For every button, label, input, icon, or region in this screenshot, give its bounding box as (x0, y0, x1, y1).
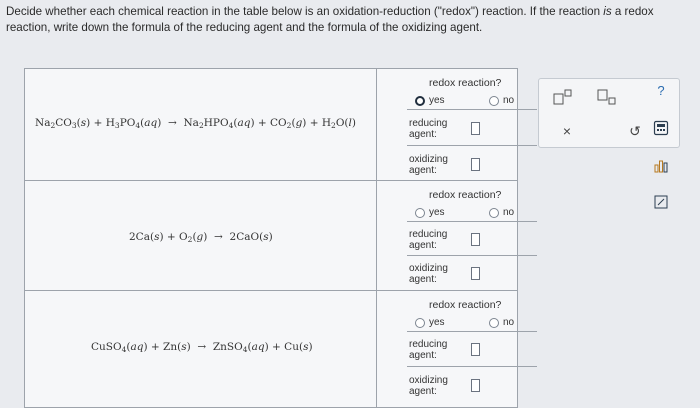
close-icon: × (562, 123, 572, 139)
radio-yes-label: yes (429, 95, 445, 106)
oxidizing-agent-input[interactable] (471, 158, 480, 171)
radio-yes-selected-icon[interactable] (415, 96, 425, 106)
divider (407, 366, 537, 367)
redox-question-label: redox reaction? (429, 77, 502, 89)
clear-button[interactable] (557, 121, 577, 141)
calculator-icon (653, 120, 669, 136)
reducing-agent-label: reducing agent: (409, 118, 448, 140)
instructions-italic: is (603, 5, 612, 18)
answer-cell (377, 181, 517, 290)
reducing-agent-label: reducing agent: (409, 339, 448, 361)
right-sidebar (648, 80, 674, 220)
radio-no-label: no (503, 95, 515, 106)
reducing-agent-input[interactable] (471, 343, 480, 356)
radio-yes[interactable] (415, 207, 445, 218)
oxidizing-agent-label: oxidizing agent: (409, 375, 448, 397)
radio-yes-label: yes (429, 207, 445, 218)
divider (407, 331, 537, 332)
reaction-equation: $Na_2CO_3(s) + H_3PO_4(aq) \to Na_2HPO_4(aq) + CO_2(g) + H_2O(l)$ (35, 117, 356, 130)
bar-chart-icon (653, 158, 669, 174)
radio-no-label: no (503, 207, 515, 218)
periodic-table-icon (653, 194, 669, 210)
instructions-text-2: a redox reaction, write down the formula of the reducing agent and the formula of the oxidizing agent. (6, 5, 654, 34)
equation-cell (25, 181, 377, 290)
divider (407, 145, 537, 146)
divider (407, 255, 537, 256)
help-button[interactable] (650, 80, 672, 100)
reaction-equation: CuSO$_4$(aq) + Zn(s) → ZnSO$_4$(aq) + Cu(s) (91, 341, 313, 354)
radio-no[interactable] (489, 207, 514, 218)
oxidizing-agent-label: oxidizing agent: (409, 154, 448, 176)
reaction-equation: $2Ca(s) + O_2(g) \to 2CaO(s)$ (129, 231, 273, 244)
equation-cell (25, 291, 377, 407)
reducing-agent-input[interactable] (471, 233, 480, 246)
oxidizing-agent-label: oxidizing agent: (409, 263, 448, 285)
data-button[interactable] (650, 118, 672, 138)
radio-yes-icon[interactable] (415, 208, 425, 218)
answer-cell (377, 291, 517, 407)
table-row (25, 69, 517, 181)
redox-question-label: redox reaction? (429, 189, 502, 201)
radio-yes-label: yes (429, 317, 445, 328)
radio-no-icon[interactable] (489, 208, 499, 218)
superscript-box-icon (552, 89, 574, 105)
radio-no[interactable] (489, 95, 514, 106)
table-row (25, 291, 517, 407)
table-row (25, 181, 517, 291)
radio-no-icon[interactable] (489, 96, 499, 106)
reducing-agent-label: reducing agent: (409, 229, 448, 251)
oxidizing-agent-input[interactable] (471, 267, 480, 280)
radio-no[interactable] (489, 317, 514, 328)
radio-yes[interactable] (415, 95, 445, 106)
divider (407, 221, 537, 222)
reducing-agent-input[interactable] (471, 122, 480, 135)
redox-question-label: redox reaction? (429, 299, 502, 311)
divider (407, 109, 537, 110)
radio-no-icon[interactable] (489, 318, 499, 328)
equation-cell (25, 69, 377, 180)
oxidizing-agent-input[interactable] (471, 379, 480, 392)
undo-icon: ↺ (629, 122, 641, 139)
superscript-button[interactable] (551, 87, 575, 107)
chart-button[interactable] (650, 156, 672, 176)
radio-no-label: no (503, 317, 515, 328)
instructions-text-1: Decide whether each chemical reaction in the table below is an oxidation-reduction ("redox") reaction. If the reaction (6, 5, 604, 18)
undo-button[interactable] (625, 121, 645, 141)
question-mark-icon: ? (657, 82, 665, 98)
question-instructions (6, 4, 694, 36)
answer-cell (377, 69, 517, 180)
subscript-button[interactable] (595, 87, 619, 107)
periodic-table-button[interactable] (650, 192, 672, 212)
radio-yes[interactable] (415, 317, 445, 328)
reaction-table (24, 68, 518, 408)
radio-yes-icon[interactable] (415, 318, 425, 328)
subscript-box-icon (596, 89, 618, 105)
